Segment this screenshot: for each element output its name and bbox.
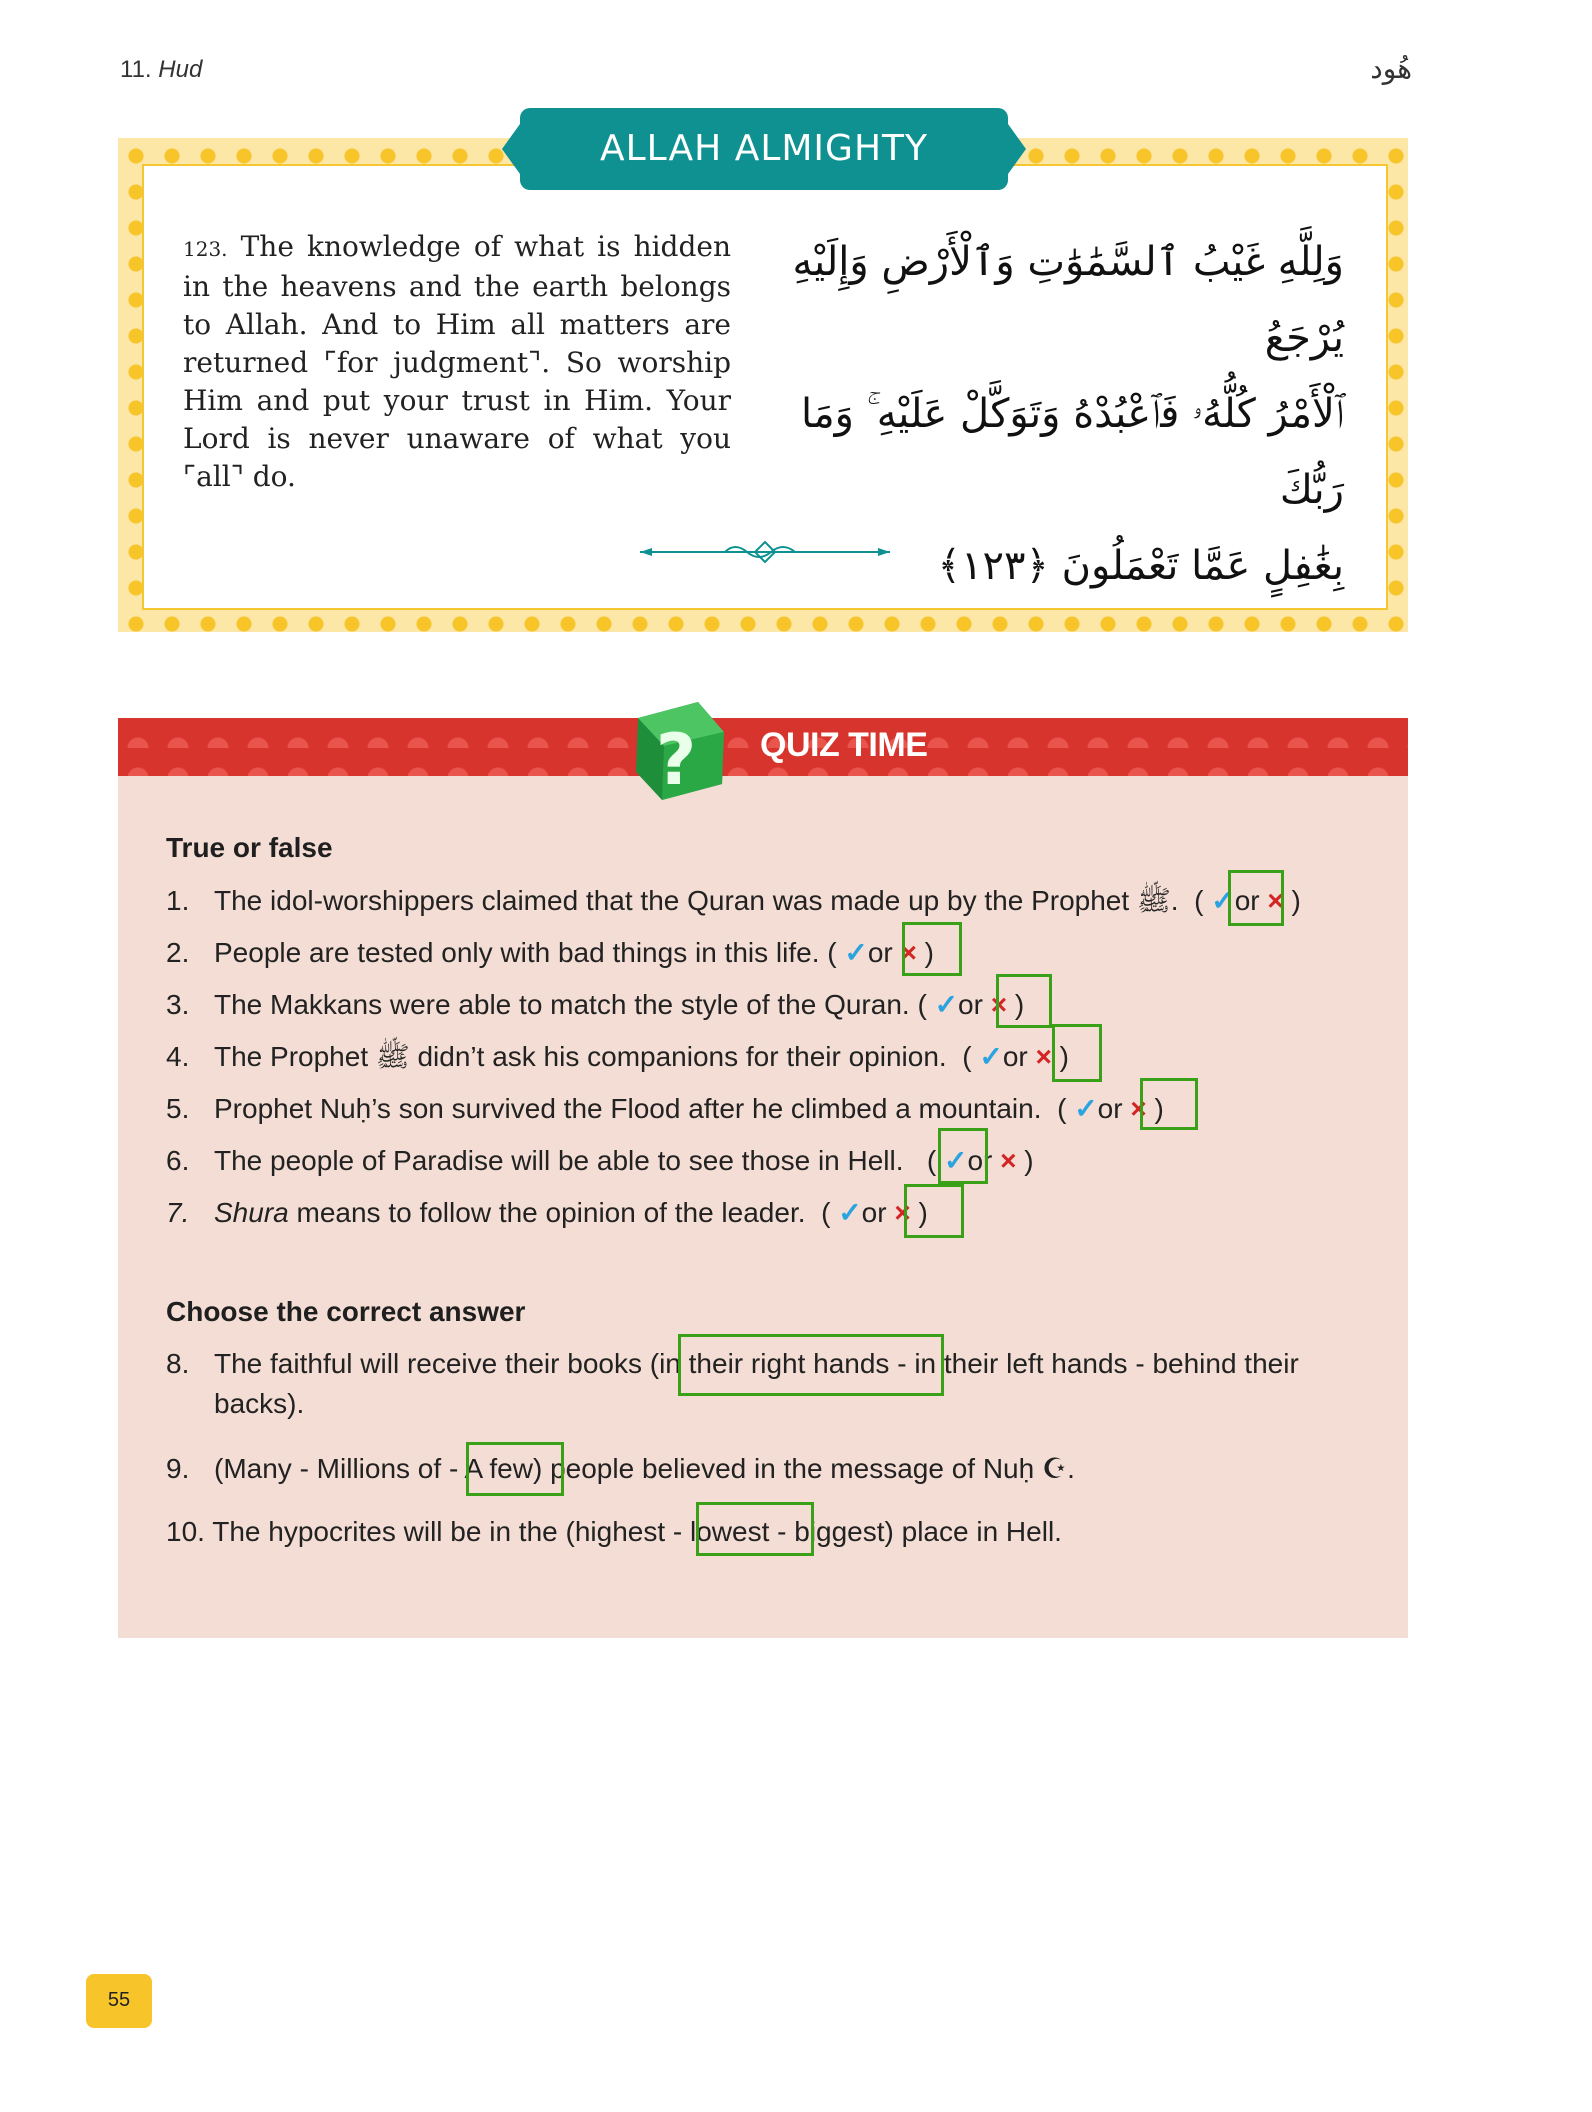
question-number: 10. bbox=[166, 1516, 205, 1547]
question-text: The Makkans were able to match the style of the Quran. bbox=[214, 989, 910, 1020]
paren-close: ) bbox=[924, 937, 934, 968]
chapter-number: 11. bbox=[120, 56, 152, 83]
cross-icon[interactable]: × bbox=[1000, 1145, 1017, 1176]
question-text: The Prophet ﷺ didn’t ask his companions for their opinion. bbox=[214, 1041, 947, 1072]
question-text: The faithful will receive their books (in their right hands - in their left hands - behind their bbox=[214, 1348, 1299, 1379]
check-icon[interactable]: ✓ bbox=[943, 1145, 968, 1176]
answer-box-8 bbox=[678, 1334, 944, 1396]
verse-english-text: The knowledge of what is hidden in the heavens and the earth belongs to Allah. And to Him all matters are returned ⌜for judgment⌝. So worship Him and put your trust in Him. Your Lord is never unaware of what you ⌜all⌝ do. bbox=[183, 230, 732, 493]
cross-icon[interactable]: × bbox=[1267, 885, 1284, 916]
or-label: or bbox=[1002, 1041, 1028, 1072]
mc-question-10 bbox=[166, 1516, 1062, 1548]
question-text: Prophet Nuḥ’s son survived the Flood after he climbed a mountain. bbox=[214, 1093, 1042, 1124]
paren-close: ) bbox=[1024, 1145, 1034, 1176]
question-number: 5. bbox=[166, 1093, 190, 1124]
tf-question-4 bbox=[166, 1040, 1069, 1080]
check-icon[interactable]: ✓ bbox=[838, 1197, 862, 1228]
question-number: 1. bbox=[166, 885, 190, 916]
paren-open: ( bbox=[821, 1197, 831, 1228]
answer-box-9 bbox=[466, 1442, 564, 1496]
or-label: or bbox=[958, 989, 983, 1020]
or-label: or bbox=[1097, 1093, 1123, 1124]
check-icon[interactable]: ✓ bbox=[1074, 1093, 1098, 1124]
cross-icon[interactable]: × bbox=[1130, 1093, 1147, 1124]
or-label: or bbox=[967, 1145, 993, 1176]
or-label: or bbox=[861, 1197, 887, 1228]
svg-text:?: ? bbox=[655, 719, 697, 801]
question-text: The people of Paradise will be able to see those in Hell. bbox=[214, 1145, 904, 1176]
paren-open: ( bbox=[917, 989, 927, 1020]
question-text: means to follow the opinion of the leader. bbox=[288, 1197, 806, 1228]
paren-open: ( bbox=[827, 937, 837, 968]
verse-arabic-line-2: ٱلْأَمْرُ كُلُّهُۥ فَٱعْبُدْهُ وَتَوَكَّلْ عَلَيْهِ ۚ وَمَا رَبُّكَ bbox=[801, 391, 1344, 513]
answer-box-10 bbox=[696, 1502, 814, 1556]
mc-question-9 bbox=[166, 1452, 1075, 1485]
paren-open: ( bbox=[962, 1041, 972, 1072]
choose-heading: Choose the correct answer bbox=[166, 1296, 526, 1327]
verse-arabic-line-1: وَلِلَّهِ غَيْبُ ٱلسَّمَٰوَٰتِ وَٱلْأَرْضِ وَإِلَيْهِ يُرْجَعُ bbox=[792, 239, 1344, 361]
tf-question-1 bbox=[166, 884, 1301, 924]
paren-open: ( bbox=[926, 1145, 937, 1176]
tf-question-5 bbox=[166, 1092, 1164, 1125]
answer-box-3 bbox=[996, 974, 1052, 1028]
verse-english bbox=[183, 228, 731, 496]
or-label: or bbox=[867, 937, 893, 968]
cross-icon[interactable]: × bbox=[1035, 1041, 1052, 1072]
question-number: 6. bbox=[166, 1145, 190, 1176]
page-number: 55 bbox=[107, 1989, 131, 2011]
paren-close: ) bbox=[1291, 885, 1301, 916]
check-icon[interactable]: ✓ bbox=[934, 989, 959, 1020]
cross-icon[interactable]: × bbox=[990, 989, 1008, 1020]
question-text: The idol-worshippers claimed that the Quran was made up by the Prophet ﷺ. bbox=[214, 885, 1179, 916]
question-number: 2. bbox=[166, 937, 190, 968]
answer-box-5 bbox=[1140, 1078, 1198, 1130]
tf-question-7 bbox=[166, 1196, 928, 1229]
question-text: People are tested only with bad things in this life. bbox=[214, 937, 820, 968]
question-number: 4. bbox=[166, 1041, 190, 1072]
question-cube-icon bbox=[618, 688, 738, 808]
mc-question-8-cont: backs). bbox=[214, 1388, 305, 1419]
paren-close: ) bbox=[1014, 989, 1025, 1020]
chapter-name-arabic: هُود bbox=[1370, 52, 1412, 85]
answer-box-4 bbox=[1052, 1024, 1102, 1082]
question-number: 7. bbox=[166, 1197, 190, 1228]
question-term: Shura bbox=[214, 1197, 289, 1228]
or-label: or bbox=[1234, 885, 1260, 916]
paren-close: ) bbox=[918, 1197, 928, 1228]
true-false-heading: True or false bbox=[166, 832, 333, 863]
answer-box-2 bbox=[902, 922, 962, 976]
question-number: 3. bbox=[166, 989, 190, 1020]
paren-open: ( bbox=[1194, 885, 1204, 916]
paren-close: ) bbox=[1059, 1041, 1069, 1072]
paren-open: ( bbox=[1057, 1093, 1067, 1124]
check-icon[interactable]: ✓ bbox=[844, 937, 868, 968]
paren-close: ) bbox=[1154, 1093, 1164, 1124]
ornament-divider-icon bbox=[640, 540, 890, 564]
answer-box-6 bbox=[938, 1128, 988, 1184]
cross-icon[interactable]: × bbox=[894, 1197, 911, 1228]
question-text: The hypocrites will be in the (highest - lowest - biggest) place in Hell. bbox=[212, 1516, 1062, 1547]
tf-question-2 bbox=[166, 936, 934, 969]
answer-box-1 bbox=[1228, 870, 1284, 926]
verse-number: 123. bbox=[183, 237, 228, 261]
cross-icon[interactable]: × bbox=[900, 937, 917, 968]
tf-question-3 bbox=[166, 988, 1024, 1021]
quiz-title: QUIZ TIME bbox=[760, 726, 928, 764]
question-text: (Many - Millions of - A few) people believed in the message of Nuḥ ☪. bbox=[214, 1453, 1075, 1484]
chapter-header bbox=[120, 56, 202, 84]
answer-box-7 bbox=[904, 1184, 964, 1238]
verse-arabic-line-3: بِغَٰفِلٍ عَمَّا تَعْمَلُونَ ﴿١٢٣﴾ bbox=[937, 543, 1344, 589]
tf-question-6 bbox=[166, 1144, 1034, 1177]
check-icon[interactable]: ✓ bbox=[979, 1041, 1003, 1072]
chapter-name: Hud bbox=[158, 56, 203, 83]
check-icon[interactable]: ✓ bbox=[1211, 885, 1235, 916]
verse-title: ALLAH ALMIGHTY bbox=[599, 128, 928, 169]
question-number: 8. bbox=[166, 1348, 190, 1379]
question-number: 9. bbox=[166, 1453, 190, 1484]
